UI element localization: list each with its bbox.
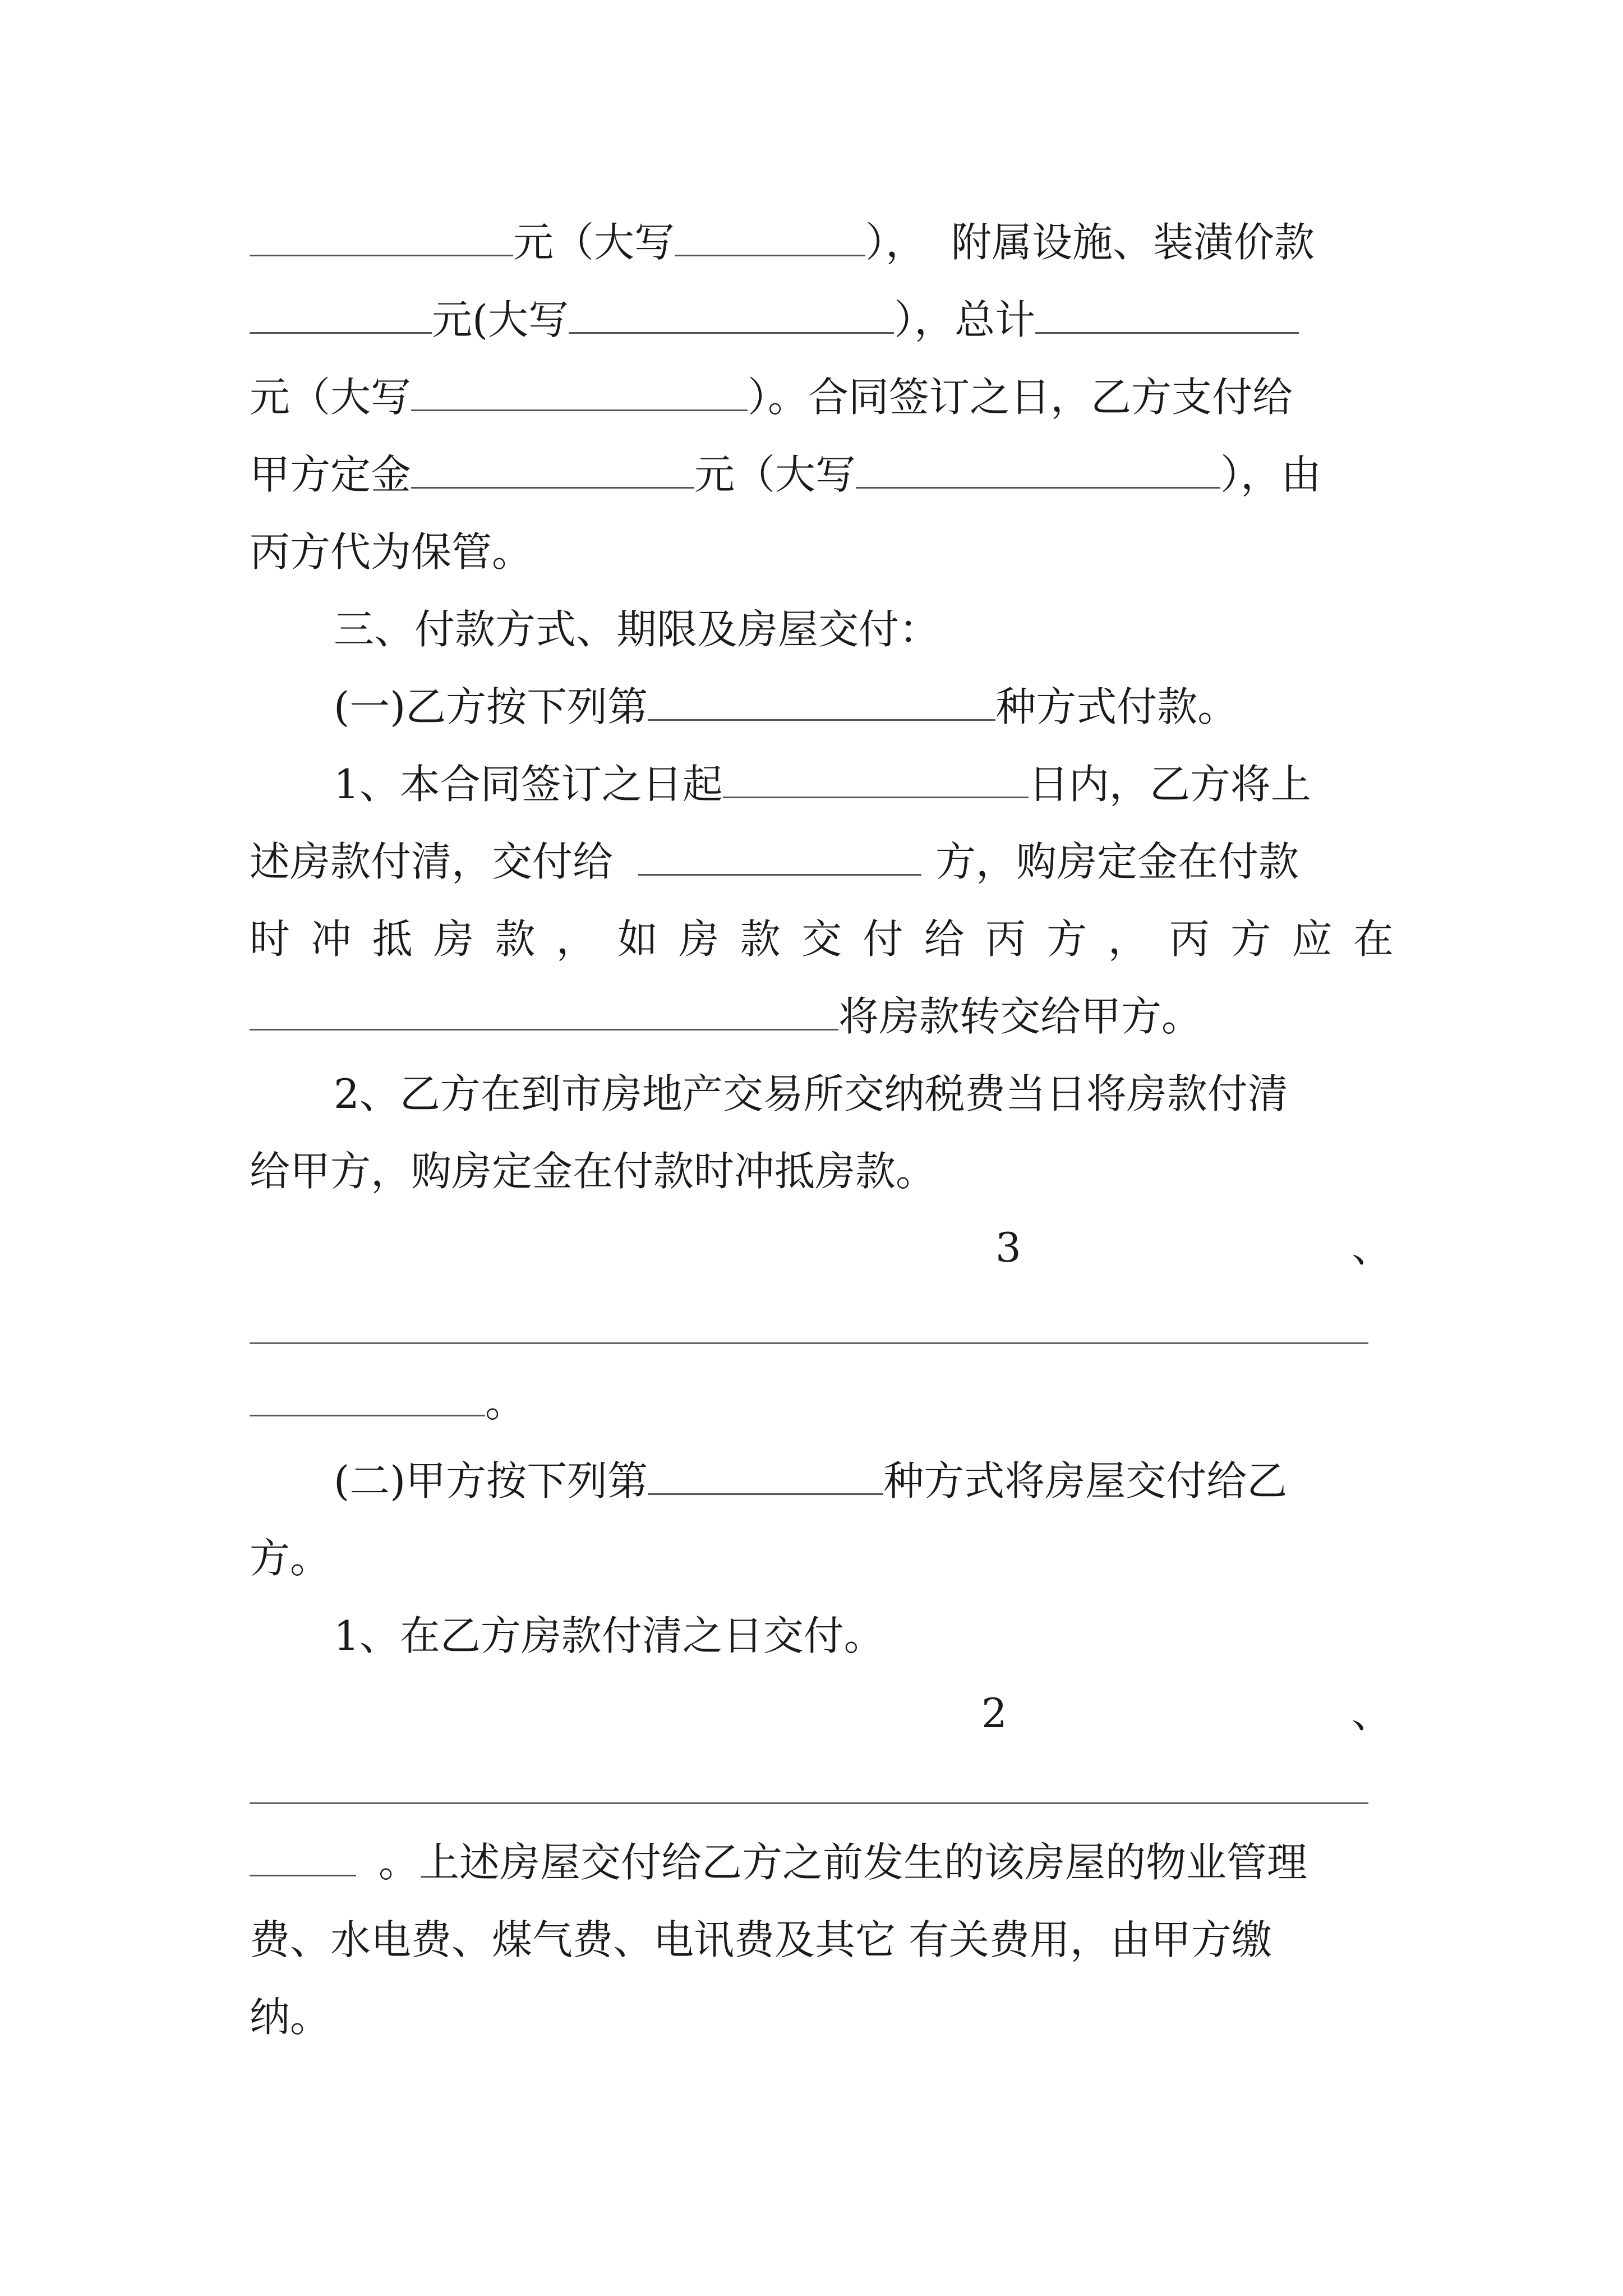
text-delivery-suffix: 种方式将房屋交付给乙 bbox=[883, 1457, 1288, 1504]
text-fixtures: 附属设施、装潢价款 bbox=[951, 219, 1315, 266]
delivery-item-2-separator: 、 bbox=[1352, 1690, 1393, 1737]
char: 抵 bbox=[372, 915, 413, 963]
text-method-suffix: 种方式付款。 bbox=[995, 683, 1238, 730]
char: 冲 bbox=[311, 915, 352, 963]
text-method-prefix: (一)乙方按下列第 bbox=[334, 683, 648, 730]
char: 丙 bbox=[985, 915, 1026, 963]
char: 交 bbox=[801, 915, 842, 963]
blank-delivery-method[interactable] bbox=[648, 1460, 883, 1495]
blank-item-3-full[interactable] bbox=[250, 1342, 1368, 1344]
text-by: ），由 bbox=[1220, 451, 1322, 498]
char: 时 bbox=[250, 915, 291, 963]
line-price-3 bbox=[250, 369, 1394, 425]
text-yuan-daxie: 元（大写 bbox=[250, 374, 412, 421]
blank-price[interactable] bbox=[250, 221, 513, 256]
item-3-number: 3 bbox=[995, 1224, 1021, 1271]
item-2-line-b: 给甲方，购房定金在付款时冲抵房款。 bbox=[250, 1148, 937, 1195]
item-3-line-end bbox=[250, 1374, 1394, 1430]
blank-total[interactable] bbox=[1035, 298, 1299, 334]
delivery-item-2-number: 2 bbox=[981, 1690, 1007, 1737]
blank-item-3-tail[interactable] bbox=[250, 1381, 485, 1416]
clause-payment-method bbox=[334, 679, 1394, 735]
text-item1-suffix: 日内，乙方将上 bbox=[1028, 761, 1311, 808]
char: 给 bbox=[924, 915, 965, 963]
text-yuan-daxie: 元（大写 bbox=[513, 219, 675, 266]
text-transfer: 将房款转交给甲方。 bbox=[838, 993, 1202, 1040]
item-1-line-c bbox=[250, 911, 1394, 967]
char: 房 bbox=[433, 915, 474, 963]
delivery-item-2-line-a bbox=[250, 1834, 1394, 1890]
blank-deposit-daxie[interactable] bbox=[856, 453, 1220, 489]
line-price-1 bbox=[250, 214, 1394, 270]
text-pay-to: 述房款付清，交付给 bbox=[250, 838, 614, 885]
item-3-separator: 、 bbox=[1352, 1224, 1393, 1271]
blank-price-daxie[interactable] bbox=[675, 221, 865, 256]
text-custody: 丙方代为保管。 bbox=[250, 528, 533, 576]
char: 付 bbox=[863, 915, 903, 963]
text-close: ）， bbox=[865, 219, 926, 266]
text-deposit: 甲方定金 bbox=[250, 451, 412, 498]
item-1-line-a bbox=[334, 756, 1394, 812]
blank-fixtures-daxie[interactable] bbox=[569, 298, 894, 334]
text-period: 。 bbox=[485, 1379, 526, 1426]
line-deposit bbox=[250, 447, 1394, 503]
item-1-line-d bbox=[250, 988, 1394, 1045]
clause-delivery-end: 方。 bbox=[250, 1535, 331, 1582]
char: 应 bbox=[1292, 915, 1332, 963]
delivery-item-1: 1、在乙方房款付清之日交付。 bbox=[334, 1612, 884, 1659]
item-2-line-a: 2、乙方在到市房地产交易所交纳税费当日将房款付清 bbox=[334, 1070, 1288, 1117]
text-item1-prefix: 1、本合同签订之日起 bbox=[334, 761, 723, 808]
blank-total-daxie[interactable] bbox=[411, 376, 748, 411]
blank-deposit[interactable] bbox=[411, 453, 694, 489]
text-deposit-intro: ）。合同签订之日，乙方支付给 bbox=[748, 374, 1293, 421]
clause-delivery-method bbox=[334, 1453, 1394, 1509]
blank-payment-method[interactable] bbox=[648, 685, 995, 721]
char: 房 bbox=[679, 915, 720, 963]
delivery-item-2-line-c: 纳。 bbox=[250, 1994, 331, 2041]
blank-delivery-item-2-full[interactable] bbox=[250, 1802, 1368, 1804]
char: 款 bbox=[495, 915, 536, 963]
char: 方 bbox=[1230, 915, 1271, 963]
item-1-line-b bbox=[250, 834, 1394, 890]
text-delivery-prefix: (二)甲方按下列第 bbox=[334, 1457, 648, 1504]
blank-transfer-time[interactable] bbox=[250, 995, 838, 1030]
section-heading-payment: 三、付款方式、期限及房屋交付： bbox=[334, 606, 940, 653]
text-deposit-offset: 方，购房定金在付款 bbox=[935, 838, 1299, 885]
blank-days[interactable] bbox=[723, 763, 1029, 798]
line-price-2 bbox=[250, 292, 1394, 348]
blank-fixtures-price[interactable] bbox=[250, 298, 432, 334]
blank-payee[interactable] bbox=[638, 840, 921, 876]
text-fees-intro: 。上述房屋交付给乙方之前发生的该房屋的物业管理 bbox=[379, 1839, 1308, 1886]
char: 在 bbox=[1353, 915, 1394, 963]
char: 如 bbox=[617, 915, 658, 963]
char: 丙 bbox=[1169, 915, 1210, 963]
char: 款 bbox=[740, 915, 781, 963]
blank-delivery-item-2-tail[interactable] bbox=[250, 1841, 356, 1876]
delivery-item-2-line-b: 费、水电费、煤气费、电讯费及其它 有关费用，由甲方缴 bbox=[250, 1916, 1272, 1963]
text-yuan-daxie: 元（大写 bbox=[694, 451, 856, 498]
text-total: ），总计 bbox=[894, 296, 1036, 343]
text-yuan-daxie: 元(大写 bbox=[432, 296, 569, 343]
char: ， bbox=[1108, 915, 1149, 963]
char: ， bbox=[556, 915, 597, 963]
char: 方 bbox=[1046, 915, 1087, 963]
